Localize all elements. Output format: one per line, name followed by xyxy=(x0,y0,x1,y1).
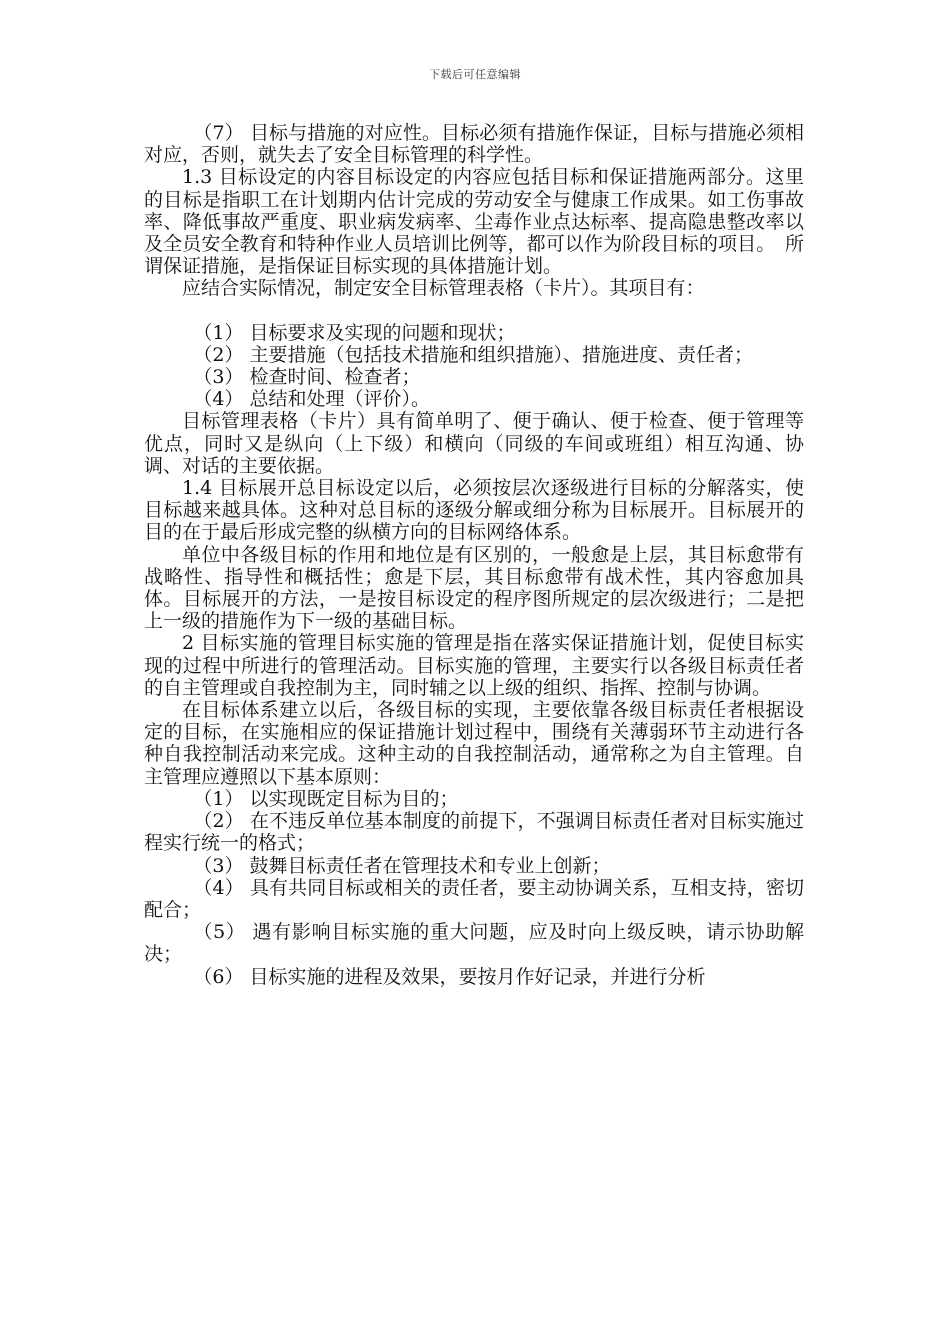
principle-item-4: （4） 具有共同目标或相关的责任者，要主动协调关系，互相支持，密切配合； xyxy=(144,876,804,921)
list-item-7-correspondence: （7） 目标与措施的对应性。目标必须有措施作保证，目标与措施必须相对应，否则，就失去了安全目标管理的科学性。 xyxy=(144,122,804,167)
principle-item-3: （3） 鼓舞目标责任者在管理技术和专业上创新； xyxy=(193,854,611,877)
list-item-1-requirements: （1） 目标要求及实现的问题和现状； xyxy=(193,321,516,344)
principle-item-5: （5） 遇有影响目标实施的重大问题，应及时向上级反映，请示协助解决； xyxy=(144,921,804,966)
list-item-4-summary: （4） 总结和处理（评价）。 xyxy=(193,388,431,411)
table-advantages-paragraph: 目标管理表格（卡片）具有简单明了、便于确认、便于检查、便于管理等优点，同时又是纵向（上下级）和横向（同级的车间或班组）相互沟通、协调、对话的主要依据。 xyxy=(144,410,804,477)
self-management-paragraph: 在目标体系建立以后，各级目标的实现，主要依靠各级目标责任者根据设定的目标，在实施相应的保证措施计划过程中，围绕有关薄弱环节主动进行各种自我控制活动来完成。这种主动的自我控制活动，通常称之为自主管理。自主管理应遵照以下基本原则： xyxy=(144,699,804,788)
list-item-3-inspection: （3） 检查时间、检查者； xyxy=(193,366,421,389)
principle-item-2: （2） 在不违反单位基本制度的前提下，不强调目标责任者对目标实施过程实行统一的格式； xyxy=(144,810,804,855)
page-header: 下载后可任意编辑 xyxy=(429,68,521,81)
principle-item-1: （1） 以实现既定目标为目的； xyxy=(193,787,459,810)
blank-line xyxy=(144,300,804,322)
list-item-2-measures: （2） 主要措施（包括技术措施和组织措施）、措施进度、责任者； xyxy=(193,343,754,366)
table-items-intro: 应结合实际情况，制定安全目标管理表格（卡片）。其项目有： xyxy=(182,277,705,300)
principle-item-6: （6） 目标实施的进程及效果，要按月作好记录，并进行分析 xyxy=(193,965,706,988)
section-2-paragraph: 2 目标实施的管理目标实施的管理是指在落实保证措施计划，促使目标实现的过程中所进行的管理活动。目标实施的管理，主要实行以各级目标责任者的自主管理或自我控制为主，同时辅之以上级的组织、指挥、控制与协调。 xyxy=(144,632,804,699)
target-levels-paragraph: 单位中各级目标的作用和地位是有区别的，一般愈是上层，其目标愈带有战略性、指导性和概括性；愈是下层，其目标愈带有战术性，其内容愈加具体。目标展开的方法，一是按目标设定的程序图所规定的层次级进行；二是把上一级的措施作为下一级的基础目标。 xyxy=(144,543,804,633)
document-body xyxy=(144,122,804,988)
section-1-3-paragraph: 1.3 目标设定的内容目标设定的内容应包括目标和保证措施两部分。这里的目标是指职工在计划期内估计完成的劳动安全与健康工作成果。如工伤事故率、降低事故严重度、职业病发病率、尘毒作业点达标率、提高隐患整改率以及全员安全教育和特种作业人员培训比例等，都可以作为阶段目标的项目。 所谓保证措施，是指保证目标实现的具体措施计划。 xyxy=(144,166,804,278)
section-1-4-paragraph: 1.4 目标展开总目标设定以后，必须按层次逐级进行目标的分解落实，使目标越来越具体。这种对总目标的逐级分解或细分称为目标展开。目标展开的目的在于最后形成完整的纵横方向的目标网络体系。 xyxy=(144,477,804,544)
